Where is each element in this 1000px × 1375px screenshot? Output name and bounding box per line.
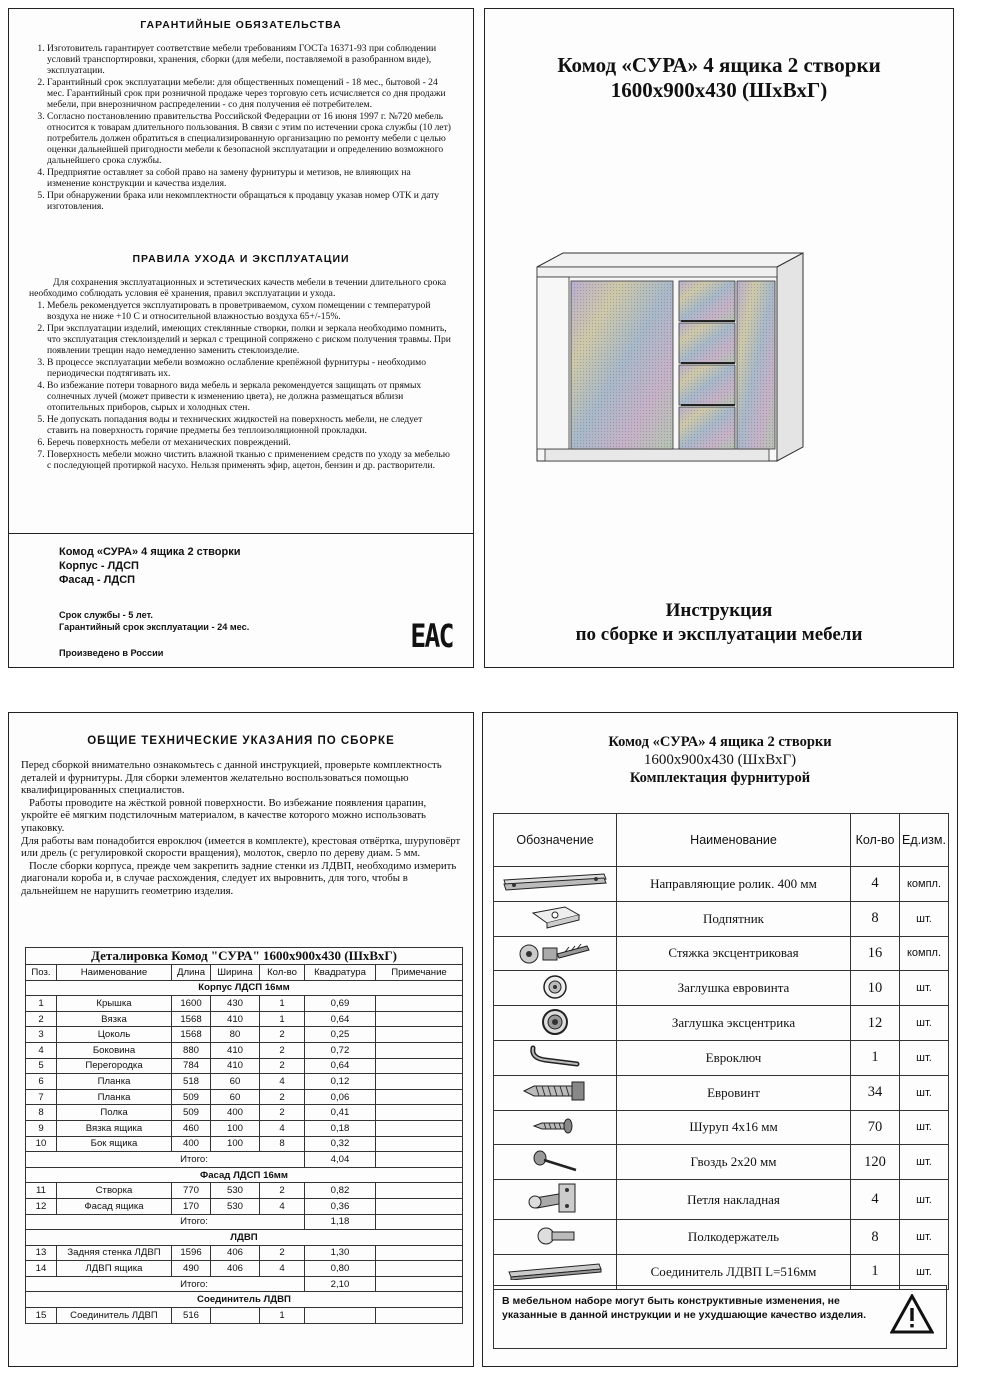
table-cell: 0,18 bbox=[305, 1120, 376, 1136]
col-header: Наименование bbox=[617, 814, 851, 867]
section-header-row bbox=[26, 1292, 463, 1308]
table-cell: 1568 bbox=[172, 1011, 211, 1027]
fitting-name: Заглушка эксцентрика bbox=[617, 1006, 851, 1041]
fitting-unit: шт. bbox=[900, 901, 949, 936]
table-cell: 6 bbox=[26, 1074, 57, 1090]
table-row bbox=[26, 1074, 463, 1090]
fitting-qty: 10 bbox=[851, 971, 900, 1006]
fitting-unit: шт. bbox=[900, 1220, 949, 1255]
cover-instruction-subtitle: по сборке и эксплуатации мебели bbox=[575, 624, 863, 645]
care-item: 4. Во избежание потери товарного вида мебель и зеркала рекомендуется защищать от прямых солнечных лучей (может привести к изменению цвета), не должна размещаться вблизи отопительных приборов, сырых и холодных стен. bbox=[47, 380, 453, 413]
table-cell: 530 bbox=[211, 1183, 260, 1199]
table-row bbox=[494, 1110, 949, 1145]
table-cell: 2 bbox=[260, 1058, 305, 1074]
table-cell: 170 bbox=[172, 1198, 211, 1214]
cover-title: Комод «СУРА» 4 ящика 2 створки bbox=[557, 53, 881, 77]
total-row bbox=[26, 1276, 463, 1292]
table-cell: 60 bbox=[211, 1074, 260, 1090]
col-header: Ед.изм. bbox=[900, 814, 949, 867]
fittings-product-name: Комод «СУРА» 4 ящика 2 створки bbox=[608, 734, 832, 750]
fitting-name: Петля накладная bbox=[617, 1180, 851, 1220]
section-title: Фасад ЛДСП 16мм bbox=[26, 1167, 463, 1183]
table-cell bbox=[211, 1308, 260, 1324]
total-label: Итого: bbox=[26, 1214, 305, 1230]
warranty-item: 3. Согласно постановлению правительства Российской Федерации от 16 июня 1997 г. №720 мебель относится к товарам длительного пользования. В связи с этим по истечении срока службы (10 лет) потребитель должен обратиться в специализированную организацию по ремонту мебели с целью оценки дальнейшей пригодности мебели к безопасной эксплуатации и определению возможного дальнейшего срока службы. bbox=[47, 111, 453, 166]
table-cell: 1600 bbox=[172, 996, 211, 1012]
fitting-unit: шт. bbox=[900, 1180, 949, 1220]
divider bbox=[9, 533, 473, 534]
table-cell: 100 bbox=[211, 1120, 260, 1136]
table-cell bbox=[376, 1042, 463, 1058]
table-cell bbox=[376, 1245, 463, 1261]
note-text: В мебельном наборе могут быть конструктивные изменения, не указанные в данной инструкции и не ухудшающие качество изделия. bbox=[502, 1295, 867, 1321]
table-cell: 1 bbox=[260, 1011, 305, 1027]
table-cell bbox=[376, 1089, 463, 1105]
table-cell: 2 bbox=[260, 1042, 305, 1058]
table-cell bbox=[376, 1276, 463, 1292]
table-cell bbox=[376, 1011, 463, 1027]
table-cell: 400 bbox=[211, 1105, 260, 1121]
fitting-qty: 1 bbox=[851, 1254, 900, 1289]
table-cell: 0,06 bbox=[305, 1089, 376, 1105]
note-box bbox=[493, 1285, 947, 1349]
total-value: 2,10 bbox=[305, 1276, 376, 1292]
table-row bbox=[494, 936, 949, 971]
fitting-qty: 8 bbox=[851, 1220, 900, 1255]
table-cell: 410 bbox=[211, 1011, 260, 1027]
table-cell: 0,12 bbox=[305, 1074, 376, 1090]
fitting-qty: 1 bbox=[851, 1040, 900, 1075]
fitting-qty: 4 bbox=[851, 1180, 900, 1220]
table-cell: Боковина bbox=[57, 1042, 172, 1058]
table-cell: 400 bbox=[172, 1136, 211, 1152]
total-row bbox=[26, 1214, 463, 1230]
table-cell: 2 bbox=[260, 1027, 305, 1043]
eccentric-tie-icon bbox=[494, 936, 617, 971]
fitting-qty: 8 bbox=[851, 901, 900, 936]
table-cell: 3 bbox=[26, 1027, 57, 1043]
cover-instruction-title: Инструкция bbox=[665, 600, 773, 621]
care-intro: Для сохранения эксплуатационных и эстетических качеств мебели в течении длительного срока необходимо соблюдать условия её хранения, правил эксплуатации и ухода. bbox=[29, 277, 447, 299]
table-cell: 4 bbox=[260, 1198, 305, 1214]
fittings-page bbox=[482, 712, 958, 1367]
table-cell: Планка bbox=[57, 1089, 172, 1105]
warranty-page bbox=[8, 8, 474, 668]
care-list bbox=[29, 300, 453, 471]
table-cell bbox=[376, 1058, 463, 1074]
table-cell: 7 bbox=[26, 1089, 57, 1105]
table-cell: Вязка bbox=[57, 1011, 172, 1027]
table-cell bbox=[305, 1308, 376, 1324]
fitting-qty: 4 bbox=[851, 867, 900, 902]
table-cell: 0,82 bbox=[305, 1183, 376, 1199]
table-row bbox=[26, 1089, 463, 1105]
table-cell: 100 bbox=[211, 1136, 260, 1152]
shelf-support-icon bbox=[494, 1220, 617, 1255]
table-cell: Фасад ящика bbox=[57, 1198, 172, 1214]
total-value: 1,18 bbox=[305, 1214, 376, 1230]
product-facade: Фасад - ЛДСП bbox=[59, 574, 136, 586]
warranty-item: 2. Гарантийный срок эксплуатации мебели: для общественных помещений - 18 мес., бытовой - 24 мес. Гарантийный срок при розничной продаже через торговую сеть исчисляется со дня продажи мебели, при внерозничном распределении - со дня получения её потребителем. bbox=[47, 77, 453, 110]
table-cell bbox=[376, 1198, 463, 1214]
table-cell: Бок ящика bbox=[57, 1136, 172, 1152]
table-row bbox=[494, 1180, 949, 1220]
table-cell: 1 bbox=[260, 1308, 305, 1324]
fitting-name: Евроключ bbox=[617, 1040, 851, 1075]
table-cell: 0,64 bbox=[305, 1058, 376, 1074]
table-cell: 406 bbox=[211, 1245, 260, 1261]
col-header: Квадратура bbox=[305, 965, 376, 981]
fitting-unit: шт. bbox=[900, 1075, 949, 1110]
care-item: 2. При эксплуатации изделий, имеющих стеклянные створки, полки и зеркала необходимо помнить, что эксплуатация стеклоизделий и зеркал с трещиной сопряжено с риском получения травмы. При появлении трещин надо немедленно заменить стеклоизделие. bbox=[47, 323, 453, 356]
table-cell: 0,80 bbox=[305, 1261, 376, 1277]
care-item: 6. Беречь поверхность мебели от механических повреждений. bbox=[47, 437, 453, 448]
table-row bbox=[26, 1261, 463, 1277]
warranty-item: 5. При обнаружении брака или некомплектности обращаться к продавцу указав номер ОТК и дату изготовления. bbox=[47, 190, 453, 212]
fitting-qty: 120 bbox=[851, 1145, 900, 1180]
fittings-body bbox=[494, 867, 949, 1290]
table-cell: Задняя стенка ЛДВП bbox=[57, 1245, 172, 1261]
care-item: 3. В процессе эксплуатации мебели возможно ослабление крепёжной фурнитуры - необходимо периодически подтягивать их. bbox=[47, 357, 453, 379]
col-header: Кол-во bbox=[260, 965, 305, 981]
table-cell: 1,30 bbox=[305, 1245, 376, 1261]
warranty-list bbox=[29, 43, 453, 212]
table-row bbox=[494, 1040, 949, 1075]
eac-mark: EAC bbox=[410, 617, 453, 655]
care-item: 7. Поверхность мебели можно чистить влажной тканью с применением средств по уходу за мебелью с последующей протиркой насухо. Нельзя применять эфир, ацетон, бензин и др. растворители. bbox=[47, 449, 453, 471]
table-cell: 8 bbox=[26, 1105, 57, 1121]
fitting-name: Гвоздь 2х20 мм bbox=[617, 1145, 851, 1180]
table-cell bbox=[376, 1120, 463, 1136]
fitting-name: Полкодержатель bbox=[617, 1220, 851, 1255]
table-cell bbox=[376, 996, 463, 1012]
table-cell: 2 bbox=[260, 1183, 305, 1199]
table-cell: ЛДВП ящика bbox=[57, 1261, 172, 1277]
section-title: Соединитель ЛДВП bbox=[26, 1292, 463, 1308]
table-cell: 406 bbox=[211, 1261, 260, 1277]
total-value: 4,04 bbox=[305, 1152, 376, 1168]
fittings-table bbox=[493, 813, 949, 1290]
warning-icon bbox=[890, 1294, 934, 1334]
warranty-item: 1. Изготовитель гарантирует соответствие мебели требованиям ГОСТа 16371-93 при соблюдении условий транспортировки, хранения, сборки (для мебели, поставляемой в разобранном виде), эксплуатации. bbox=[47, 43, 453, 76]
table-cell bbox=[376, 1074, 463, 1090]
table-row bbox=[494, 971, 949, 1006]
fitting-qty: 34 bbox=[851, 1075, 900, 1110]
table-cell: 4 bbox=[260, 1074, 305, 1090]
table-cell bbox=[376, 1183, 463, 1199]
care-item: 1. Мебель рекомендуется эксплуатировать в проветриваемом, сухом помещении с температурой воздуха не ниже +10 С и относительной влажностью воздуха 65+/-15%. bbox=[47, 300, 453, 322]
table-row bbox=[26, 1183, 463, 1199]
section-header-row bbox=[26, 1167, 463, 1183]
product-name: Комод «СУРА» 4 ящика 2 створки bbox=[59, 546, 241, 558]
fitting-name: Подпятник bbox=[617, 901, 851, 936]
details-caption: Деталировка Комод "СУРА" 1600х900х430 (ШхВхГ) bbox=[26, 948, 463, 965]
table-cell bbox=[376, 1214, 463, 1230]
table-row bbox=[494, 901, 949, 936]
table-cell: 530 bbox=[211, 1198, 260, 1214]
col-header: Поз. bbox=[26, 965, 57, 981]
hex-key-icon bbox=[494, 1040, 617, 1075]
table-cell: 5 bbox=[26, 1058, 57, 1074]
table-cell: 0,69 bbox=[305, 996, 376, 1012]
table-cell bbox=[376, 1027, 463, 1043]
cover-dimensions: 1600х900х430 (ШхВхГ) bbox=[610, 78, 828, 102]
table-cell: Перегородка bbox=[57, 1058, 172, 1074]
total-label: Итого: bbox=[26, 1276, 305, 1292]
table-cell: 8 bbox=[260, 1136, 305, 1152]
table-cell: 12 bbox=[26, 1198, 57, 1214]
drawer-slide-icon bbox=[494, 867, 617, 902]
table-cell: 80 bbox=[211, 1027, 260, 1043]
table-cell: 784 bbox=[172, 1058, 211, 1074]
table-cell: 1 bbox=[260, 996, 305, 1012]
section-header-row bbox=[26, 980, 463, 996]
table-row bbox=[26, 1011, 463, 1027]
fitting-name: Соединитель ЛДВП L=516мм bbox=[617, 1254, 851, 1289]
table-cell: 2 bbox=[260, 1105, 305, 1121]
table-cell: Полка bbox=[57, 1105, 172, 1121]
product-body: Корпус - ЛДСП bbox=[59, 560, 139, 572]
fitting-unit: шт. bbox=[900, 1110, 949, 1145]
cover-page bbox=[484, 8, 954, 668]
table-row bbox=[26, 1027, 463, 1043]
care-block bbox=[29, 277, 453, 472]
fitting-unit: шт. bbox=[900, 1145, 949, 1180]
table-row bbox=[494, 1006, 949, 1041]
table-row bbox=[494, 1075, 949, 1110]
fittings-title: Комплектация фурнитурой bbox=[629, 770, 811, 786]
fitting-name: Евровинт bbox=[617, 1075, 851, 1110]
col-header: Ширина bbox=[211, 965, 260, 981]
table-cell: Крышка bbox=[57, 996, 172, 1012]
table-cell: 11 bbox=[26, 1183, 57, 1199]
table-cell: 10 bbox=[26, 1136, 57, 1152]
fitting-unit: компл. bbox=[900, 936, 949, 971]
fitting-unit: компл. bbox=[900, 867, 949, 902]
fitting-name: Заглушка евровинта bbox=[617, 971, 851, 1006]
euroscrew-cap-icon bbox=[494, 971, 617, 1006]
table-cell: 509 bbox=[172, 1105, 211, 1121]
table-cell bbox=[376, 1105, 463, 1121]
assembly-text bbox=[21, 759, 461, 898]
table-cell: 9 bbox=[26, 1120, 57, 1136]
care-title: ПРАВИЛА УХОДА И ЭКСПЛУАТАЦИИ bbox=[132, 253, 350, 265]
fitting-name: Стяжка эксцентриковая bbox=[617, 936, 851, 971]
table-row bbox=[26, 1198, 463, 1214]
col-header: Кол-во bbox=[851, 814, 900, 867]
table-cell: 0,64 bbox=[305, 1011, 376, 1027]
fitting-unit: шт. bbox=[900, 1040, 949, 1075]
made-in: Произведено в России bbox=[59, 648, 164, 658]
col-header: Наименование bbox=[57, 965, 172, 981]
warranty-list-block bbox=[29, 43, 453, 213]
table-cell: 1568 bbox=[172, 1027, 211, 1043]
fitting-unit: шт. bbox=[900, 1006, 949, 1041]
table-cell: 14 bbox=[26, 1261, 57, 1277]
eccentric-cap-icon bbox=[494, 1006, 617, 1041]
nail-icon bbox=[494, 1145, 617, 1180]
table-cell: 880 bbox=[172, 1042, 211, 1058]
assembly-paragraph: Перед сборкой внимательно ознакомьтесь с данной инструкцией, проверьте комплектность деталей и фурнитуры. Для сборки элементов желательно воспользоваться помощью квалифицированных специалистов. bbox=[21, 759, 442, 797]
table-cell: Соединитель ЛДВП bbox=[57, 1308, 172, 1324]
table-row bbox=[494, 1220, 949, 1255]
fitting-name: Шуруп 4х16 мм bbox=[617, 1110, 851, 1145]
table-cell bbox=[376, 1261, 463, 1277]
assembly-page bbox=[8, 712, 474, 1367]
table-cell: 0,32 bbox=[305, 1136, 376, 1152]
table-cell: 60 bbox=[211, 1089, 260, 1105]
warranty-title: ГАРАНТИЙНЫЕ ОБЯЗАТЕЛЬСТВА bbox=[140, 19, 342, 31]
table-cell: Вязка ящика bbox=[57, 1120, 172, 1136]
details-body bbox=[26, 980, 463, 1323]
warranty-item: 4. Предприятие оставляет за собой право на замену фурнитуры и метизов, не влияющих на изменение конструкции и качества изделия. bbox=[47, 167, 453, 189]
fitting-qty: 70 bbox=[851, 1110, 900, 1145]
table-row bbox=[26, 1308, 463, 1324]
fitting-unit: шт. bbox=[900, 971, 949, 1006]
table-cell: 1 bbox=[26, 996, 57, 1012]
care-item: 5. Не допускать попадания воды и технических жидкостей на поверхность мебели, не следует ставить на поверхность горячие предметы без теплоизоляционной прокладки. bbox=[47, 414, 453, 436]
table-cell: 0,72 bbox=[305, 1042, 376, 1058]
table-cell: 410 bbox=[211, 1058, 260, 1074]
table-row bbox=[26, 1058, 463, 1074]
table-cell: 2 bbox=[260, 1089, 305, 1105]
table-row bbox=[26, 1136, 463, 1152]
service-life: Срок службы - 5 лет. bbox=[59, 610, 153, 620]
fitting-qty: 12 bbox=[851, 1006, 900, 1041]
product-info bbox=[59, 545, 249, 659]
table-cell: 518 bbox=[172, 1074, 211, 1090]
table-cell bbox=[376, 1308, 463, 1324]
fitting-qty: 16 bbox=[851, 936, 900, 971]
assembly-paragraph: Для работы вам понадобится евроключ (имеется в комплекте), крестовая отвёртка, шуруповёрт или дрель (с регулировкой скорости вращения), молоток, сверло по дереву диам. 5 мм. bbox=[21, 834, 461, 860]
table-row bbox=[26, 1245, 463, 1261]
fitting-unit: шт. bbox=[900, 1254, 949, 1289]
col-header: Примечание bbox=[376, 965, 463, 981]
table-cell: 460 bbox=[172, 1120, 211, 1136]
table-cell: 516 bbox=[172, 1308, 211, 1324]
table-row bbox=[26, 996, 463, 1012]
total-row bbox=[26, 1152, 463, 1168]
screw-icon bbox=[494, 1110, 617, 1145]
table-cell bbox=[376, 1136, 463, 1152]
table-cell: 0,36 bbox=[305, 1198, 376, 1214]
table-cell: 4 bbox=[260, 1261, 305, 1277]
table-cell: Цоколь bbox=[57, 1027, 172, 1043]
table-cell: 4 bbox=[260, 1120, 305, 1136]
table-cell: Створка bbox=[57, 1183, 172, 1199]
assembly-paragraph: Работы проводите на жёсткой ровной поверхности. Во избежание появления царапин, укройте её мягким подстилочным материалом, в качестве которого можно использовать упаковку. bbox=[21, 796, 427, 834]
table-cell: 0,25 bbox=[305, 1027, 376, 1043]
table-cell: 410 bbox=[211, 1042, 260, 1058]
fitting-name: Направляющие ролик. 400 мм bbox=[617, 867, 851, 902]
col-header: Длина bbox=[172, 965, 211, 981]
table-cell: 2 bbox=[260, 1245, 305, 1261]
table-cell: 2 bbox=[26, 1011, 57, 1027]
hinge-icon bbox=[494, 1180, 617, 1220]
table-cell: Планка bbox=[57, 1074, 172, 1090]
table-row bbox=[26, 1105, 463, 1121]
section-header-row bbox=[26, 1230, 463, 1246]
euroscrew-icon bbox=[494, 1075, 617, 1110]
table-cell bbox=[376, 1152, 463, 1168]
table-row bbox=[494, 1145, 949, 1180]
warranty-period: Гарантийный срок эксплуатации - 24 мес. bbox=[59, 622, 250, 632]
table-cell: 0,41 bbox=[305, 1105, 376, 1121]
table-row bbox=[26, 1042, 463, 1058]
table-cell: 430 bbox=[211, 996, 260, 1012]
assembly-paragraph: После сборки корпуса, прежде чем закрепить задние стенки из ЛДВП, необходимо измерить диагонали короба и, в случае расхождения, следует их выровнить, для того, чтобы в дальнейшем не нарушить геометрию изделия. bbox=[21, 859, 457, 897]
section-title: ЛДВП bbox=[26, 1230, 463, 1246]
table-cell: 490 bbox=[172, 1261, 211, 1277]
thrust-bearing-icon bbox=[494, 901, 617, 936]
table-row bbox=[494, 867, 949, 902]
col-header: Обозначение bbox=[494, 814, 617, 867]
table-cell: 1596 bbox=[172, 1245, 211, 1261]
total-label: Итого: bbox=[26, 1152, 305, 1168]
table-cell: 770 bbox=[172, 1183, 211, 1199]
section-title: Корпус ЛДСП 16мм bbox=[26, 980, 463, 996]
details-table bbox=[25, 947, 463, 1324]
table-cell: 13 bbox=[26, 1245, 57, 1261]
table-cell: 4 bbox=[26, 1042, 57, 1058]
table-cell: 15 bbox=[26, 1308, 57, 1324]
fittings-dimensions: 1600х900х430 (ШхВхГ) bbox=[643, 752, 797, 768]
dresser-illustration bbox=[531, 241, 811, 481]
table-row bbox=[26, 1120, 463, 1136]
table-cell: 509 bbox=[172, 1089, 211, 1105]
assembly-title: ОБЩИЕ ТЕХНИЧЕСКИЕ УКАЗАНИЯ ПО СБОРКЕ bbox=[87, 735, 395, 747]
